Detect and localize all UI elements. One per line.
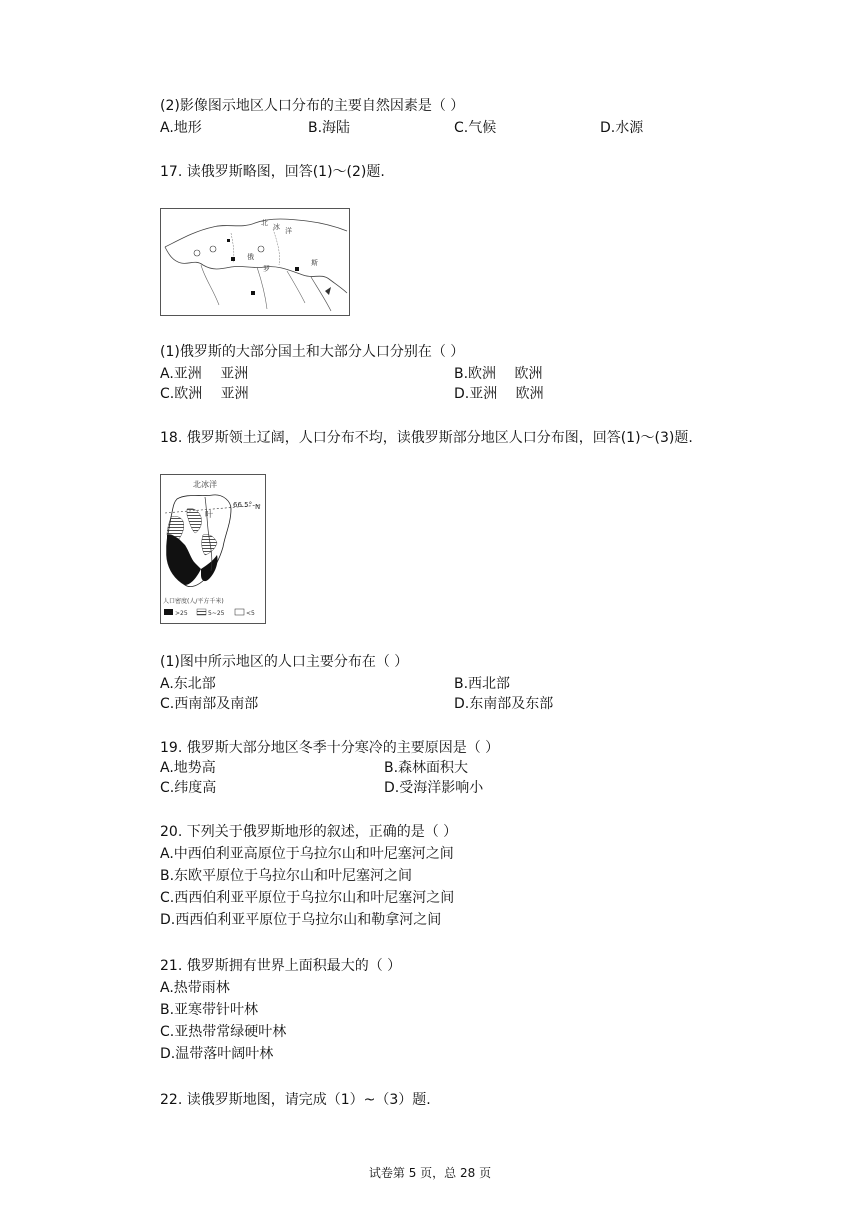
- q16-option-a: A.地形: [160, 120, 202, 136]
- legend-label-mid: 5~25: [208, 610, 225, 617]
- q18-sub1-stem: (1)图中所示地区的人口主要分布在（ ）: [160, 654, 409, 670]
- q20-option-b: B.东欧平原位于乌拉尔山和叶尼塞河之间: [160, 868, 413, 884]
- q18-stem: 18. 俄罗斯领土辽阔，人口分布不均，读俄罗斯部分地区人口分布图，回答(1)～(3)题.: [160, 430, 693, 446]
- q19-stem: 19. 俄罗斯大部分地区冬季十分寒冷的主要原因是（ ）: [160, 740, 500, 756]
- map-north-label: N: [255, 503, 261, 511]
- q17-option-c: C.欧洲 亚洲: [160, 386, 249, 402]
- russia-sketch-map: [160, 208, 350, 316]
- q17-option-a: A.亚洲 亚洲: [160, 366, 249, 382]
- q19-option-c: C.纬度高: [160, 780, 217, 796]
- q16-option-d: D.水源: [600, 120, 644, 136]
- legend-label-low: <5: [246, 610, 255, 617]
- map-label-bei: 北: [261, 219, 268, 227]
- q17-option-d: D.亚洲 欧洲: [454, 386, 544, 402]
- legend-label-high: >25: [175, 610, 188, 617]
- q16-option-b: B.海陆: [308, 120, 351, 136]
- q20-option-d: D.西西伯利亚平原位于乌拉尔山和勒拿河之间: [160, 912, 442, 928]
- q18-option-b: B.西北部: [454, 676, 511, 692]
- population-density-map-drawing: [161, 475, 265, 623]
- q16-sub2-stem: (2)影像图示地区人口分布的主要自然因素是（ ）: [160, 98, 465, 114]
- q19-option-d: D.受海洋影响小: [384, 780, 484, 796]
- page-footer: 试卷第 5 页，总 28 页: [368, 1166, 492, 1180]
- map-label-luo: 罗: [263, 265, 270, 273]
- q19-option-b: B.森林面积大: [384, 760, 469, 776]
- q21-option-b: B.亚寒带针叶林: [160, 1002, 259, 1018]
- map-label-bing: 冰: [273, 223, 280, 231]
- map-latitude-label: 66.5°: [233, 501, 253, 509]
- q20-stem: 20. 下列关于俄罗斯地形的叙述，正确的是（ ）: [160, 824, 458, 840]
- q21-option-a: A.热带雨林: [160, 980, 230, 996]
- legend-swatch-low: [235, 609, 244, 615]
- q21-option-d: D.温带落叶阔叶林: [160, 1046, 274, 1062]
- q20-option-a: A.中西伯利亚高原位于乌拉尔山和叶尼塞河之间: [160, 846, 454, 862]
- map-sea-label: 北冰洋: [193, 480, 217, 489]
- map-label-e: 俄: [247, 253, 254, 261]
- q17-sub1-stem: (1)俄罗斯的大部分国土和大部分人口分别在（ ）: [160, 344, 465, 360]
- map-label-yang: 洋: [285, 227, 292, 235]
- q21-stem: 21. 俄罗斯拥有世界上面积最大的（ ）: [160, 958, 402, 974]
- q18-option-a: A.东北部: [160, 676, 216, 692]
- population-density-map: [160, 474, 266, 624]
- map-legend-title: 人口密度(人/平方千米): [163, 598, 224, 605]
- q21-option-c: C.亚热带常绿硬叶林: [160, 1024, 287, 1040]
- legend-swatch-mid: [197, 609, 206, 615]
- russia-sketch-map-drawing: [161, 209, 349, 315]
- legend-swatch-high: [164, 609, 173, 615]
- q16-option-c: C.气候: [454, 120, 497, 136]
- q22-stem: 22. 读俄罗斯地图，请完成（1）~（3）题.: [160, 1092, 431, 1108]
- map-label-si: 斯: [311, 259, 318, 267]
- q17-option-b: B.欧洲 欧洲: [454, 366, 543, 382]
- q19-option-a: A.地势高: [160, 760, 216, 776]
- q20-option-c: C.西西伯利亚平原位于乌拉尔山和叶尼塞河之间: [160, 890, 455, 906]
- q17-stem: 17. 读俄罗斯略图，回答(1)～(2)题.: [160, 164, 385, 180]
- map-river-label: 叶: [205, 510, 213, 519]
- q18-option-c: C.西南部及南部: [160, 696, 259, 712]
- q18-option-d: D.东南部及东部: [454, 696, 554, 712]
